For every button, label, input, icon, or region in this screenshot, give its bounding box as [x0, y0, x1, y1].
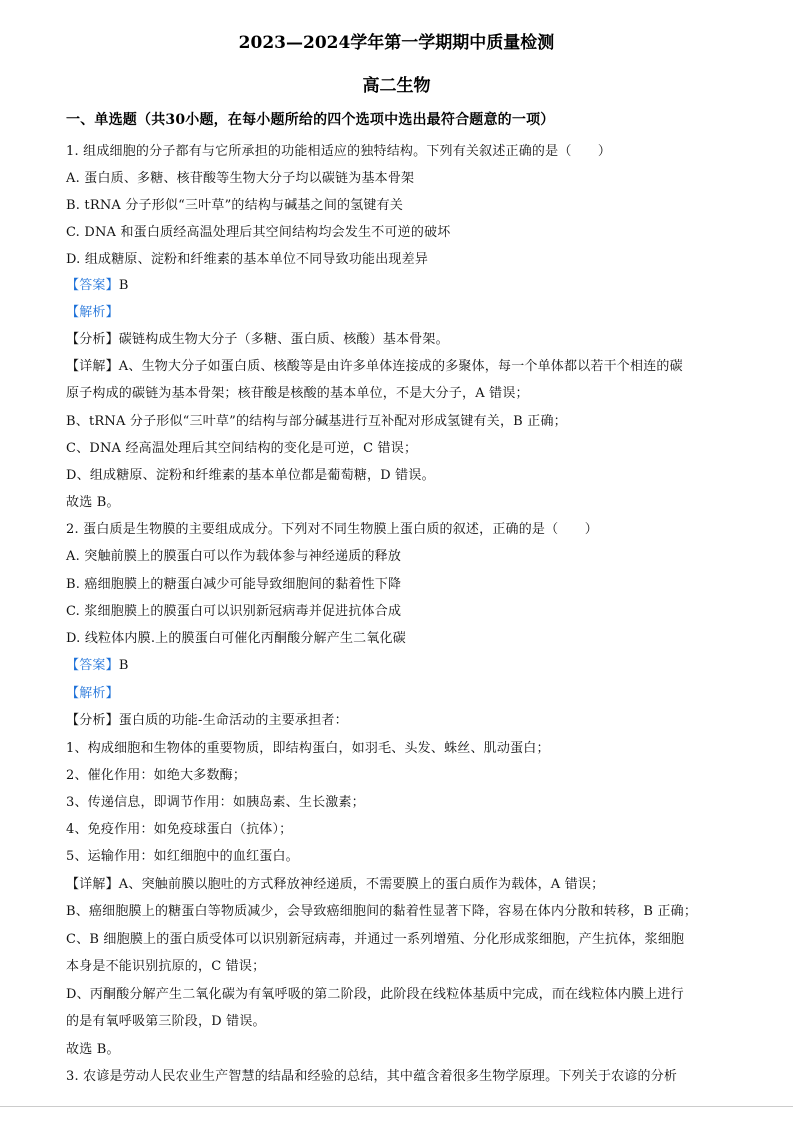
question-1-fenxi: 【分析】碳链构成生物大分子（多糖、蛋白质、核酸）基本骨架。: [66, 332, 449, 347]
question-2-fenxi-line: 1、构成细胞和生物体的重要物质，即结构蛋白，如羽毛、头发、蛛丝、肌动蛋白；: [66, 741, 550, 756]
question-2-option-a: A. 突触前膜上的膜蛋白可以作为载体参与神经递质的释放: [66, 549, 402, 564]
question-2-answer: [66, 657, 129, 675]
answer-value: B: [118, 278, 129, 293]
question-1-detail-line: 【详解】A、生物大分子如蛋白质、核酸等是由许多单体连接成的多聚体，每一个单体都以若干个相连的碳: [66, 359, 683, 374]
question-3-stem: 3. 农谚是劳动人民农业生产智慧的结晶和经验的总结，其中蕴含着很多生物学原理。下列关于农谚的分析: [66, 1069, 678, 1084]
question-1-option-a: A. 蛋白质、多糖、核苷酸等生物大分子均以碳链为基本骨架: [66, 171, 415, 186]
document-title: 2023—2024学年第一学期期中质量检测: [238, 33, 555, 53]
question-1-detail-line: B、tRNA 分子形似“三叶草”的结构与部分碱基进行互补配对形成氢键有关，B 正确；: [66, 414, 567, 429]
question-2-option-b: B. 癌细胞膜上的糖蛋白减少可能导致细胞间的黏着性下降: [66, 577, 402, 592]
question-1-answer: [66, 277, 129, 295]
page-bottom-divider: [0, 1106, 793, 1107]
question-2-detail-line: 【详解】A、突触前膜以胞吐的方式释放神经递质，不需要膜上的蛋白质作为载体，A 错误；: [66, 877, 605, 892]
section-heading: 一、单选题（共30小题，在每小题所给的四个选项中选出最符合题意的一项）: [66, 112, 555, 128]
question-2-fenxi-line: 5、运输作用：如红细胞中的血红蛋白。: [66, 849, 299, 864]
question-1-detail-line: 原子构成的碳链为基本骨架；核苷酸是核酸的基本单位，不是大分子，A 错误；: [66, 386, 529, 401]
answer-tag: 【答案】: [66, 278, 119, 293]
question-1-option-d: D. 组成糖原、淀粉和纤维素的基本单位不同导致功能出现差异: [66, 252, 429, 267]
document-subtitle: 高二生物: [362, 76, 431, 96]
question-2-detail-line: B、癌细胞膜上的糖蛋白等物质减少，会导致癌细胞间的黏着性显著下降，容易在体内分散和转移，B 正确；: [66, 904, 698, 919]
question-2-analysis-tag: 【解析】: [66, 686, 119, 701]
question-1-analysis-tag: 【解析】: [66, 305, 119, 320]
question-1-detail-line: C、DNA 经高温处理后其空间结构的变化是可逆，C 错误；: [66, 441, 418, 456]
answer-tag: 【答案】: [66, 658, 119, 673]
question-2-fenxi-line: 4、免疫作用：如免疫球蛋白（抗体）；: [66, 822, 293, 837]
question-1-stem: 1. 组成细胞的分子都有与它所承担的功能相适应的独特结构。下列有关叙述正确的是（ ）: [66, 144, 612, 159]
question-1-option-b: B. tRNA 分子形似“三叶草”的结构与碱基之间的氢键有关: [66, 198, 404, 213]
question-1-conclusion: 故选 B。: [66, 495, 120, 510]
question-2-conclusion: 故选 B。: [66, 1042, 120, 1057]
answer-value: B: [118, 658, 129, 673]
question-2-detail-line: 的是有氧呼吸第三阶段，D 错误。: [66, 1014, 266, 1029]
question-1-detail-line: D、组成糖原、淀粉和纤维素的基本单位都是葡萄糖，D 错误。: [66, 468, 435, 483]
question-2-detail-line: C、B 细胞膜上的蛋白质受体可以识别新冠病毒，并通过一系列增殖、分化形成浆细胞，产生抗体，浆细胞: [66, 932, 685, 947]
question-2-fenxi-line: 3、传递信息，即调节作用：如胰岛素、生长激素；: [66, 795, 365, 810]
question-2-detail-line: D、丙酮酸分解产生二氧化碳为有氧呼吸的第二阶段，此阶段在线粒体基质中完成，而在线粒体内膜上进行: [66, 987, 684, 1002]
question-2-fenxi-line: 2、催化作用：如绝大多数酶；: [66, 768, 247, 783]
question-2-stem: 2. 蛋白质是生物膜的主要组成成分。下列对不同生物膜上蛋白质的叙述，正确的是（ ）: [66, 522, 598, 537]
question-2-option-d: D. 线粒体内膜.上的膜蛋白可催化丙酮酸分解产生二氧化碳: [66, 631, 406, 646]
question-2-detail-line: 本身是不能识别抗原的，C 错误；: [66, 959, 266, 974]
question-2-option-c: C. 浆细胞膜上的膜蛋白可以识别新冠病毒并促进抗体合成: [66, 604, 402, 619]
question-2-fenxi-line: 【分析】蛋白质的功能-生命活动的主要承担者：: [66, 713, 348, 728]
question-1-option-c: C. DNA 和蛋白质经高温处理后其空间结构均会发生不可逆的破坏: [66, 225, 451, 240]
